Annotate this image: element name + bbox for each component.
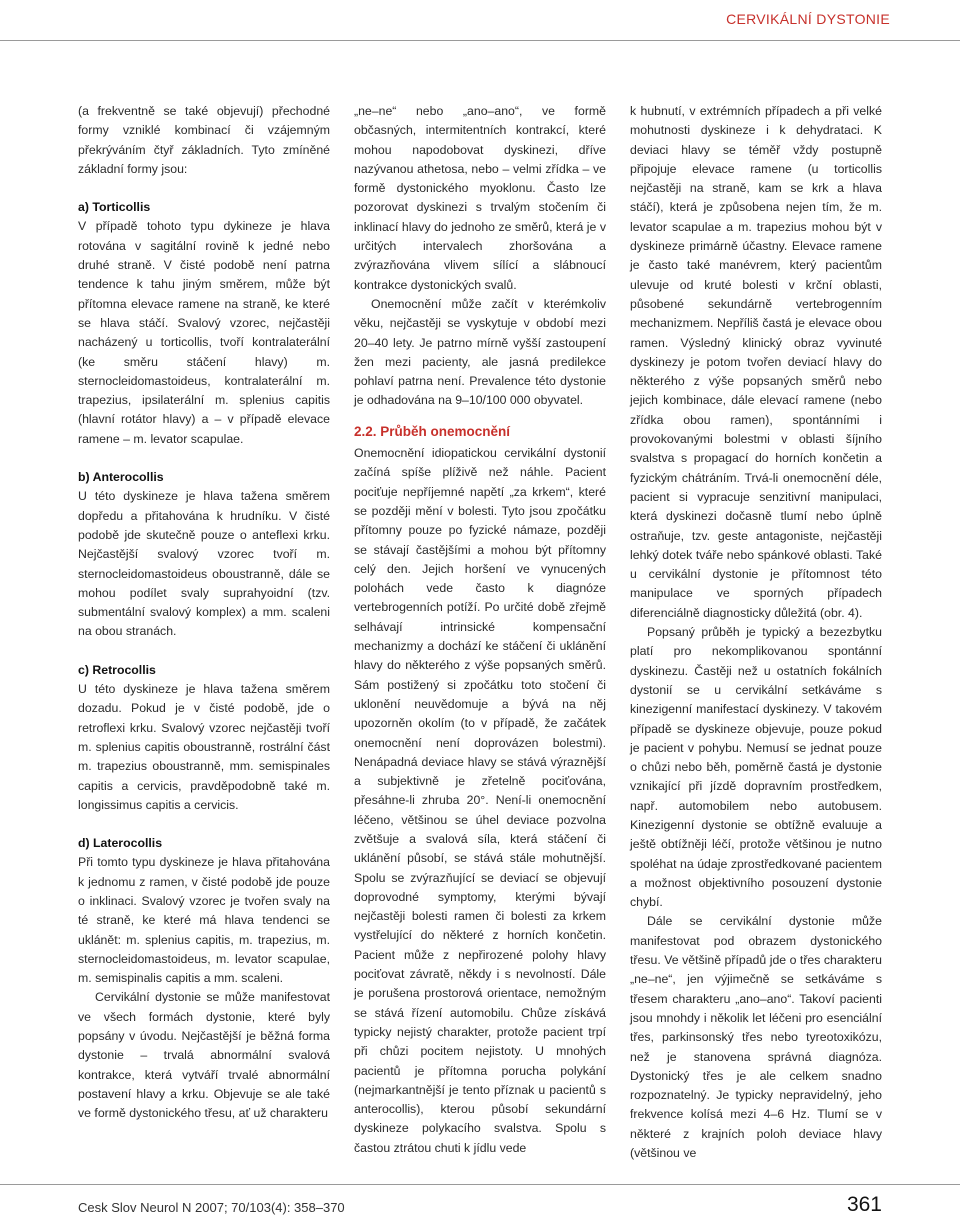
- subheading-laterocollis: d) Laterocollis: [78, 836, 163, 851]
- journal-citation: Cesk Slov Neurol N 2007; 70/103(4): 358–370: [78, 1200, 345, 1215]
- paragraph-retrocollis: U této dyskineze je hlava tažena směrem dozadu. Pokud je v čisté podobě, jde o retroflexi krku. Svalový vzorec nejčastěji tvoří m. splenius capitis oboustranně, rostrální část m. trapezius oboustranně, mm. semispinales capitis a cervicis, pravděpodobně také m. longissimus capitis a cervicis.: [78, 682, 330, 812]
- paragraph-epidemiology: Onemocnění může začít v kterémkoliv věku, nejčastěji se vyskytuje v období mezi 20–40 lety. Je patrno mírně vyšší zastoupení žen mezi pacienty, ale jasná predilekce pohlaví patrna není. Prevalence této dystonie je odhadována na 9–10/100 000 obyvatel.: [354, 296, 606, 408]
- paragraph-manifestation: Cervikální dystonie se může manifestovat ve všech formách dystonie, které byly popsány v úvodu. Nejčastější je běžná forma dystonie – trvalá abnormální svalová kontrakce, která vytváří trvalé abnormální postavení hlavy a krku. Objevuje se ale také ve formě dystonického třesu, ať už charakteru: [78, 990, 330, 1121]
- paragraph-torticollis: V případě tohoto typu dykineze je hlava rotována v sagitální rovině k jedné nebo druhé straně. V čisté podobě není patrna tendence k tahu jiným směrem, může být přítomna elevace ramene na straně, ke které se hlava stáčí. Svalový vzorec, nejčastěji nacházený u torticollis, tvoří kontralaterální (ke směru stáčení hlavy) m. sternocleidomastoideus, kontralaterální m. trapezius, ipsilaterální m. splenius capitis (hlavní rotátor hlavy) a – v případě elevace ramene – m. levator scapulae.: [78, 219, 330, 446]
- text-column-3: [630, 102, 882, 1163]
- section-heading-course: 2.2. Průběh onemocnění: [354, 423, 511, 439]
- subheading-retrocollis: c) Retrocollis: [78, 662, 156, 677]
- paragraph-tremor-forms: „ne–ne“ nebo „ano–ano“, ve formě občasných, intermitentních kontrakcí, které mohou napodobovat dyskinezi, dříve nazývanou athetosa, nebo – velmi zřídka – ve formě dystonického myoklonu. Často lze pozorovat dyskinezi s trvalým stočením či inklinací hlavy do jednoho ze směrů, která je v určitých intervalech zhoršována a zvýrazňována vlivem sílící a slábnoucí kontrakce dystonických svalů.: [354, 104, 606, 292]
- paragraph-dystonic-tremor: Dále se cervikální dystonie může manifestovat pod obrazem dystonického třesu. Ve většině případů jde o třes charakteru „ne–ne“, jen výjimečně se setkáváme s třesem charakteru „ano–ano“. Takoví pacienti jsou mnohdy i několik let léčeni pro esenciální třes, parkinsonský třes nebo tyreotoxikózu, než je stanovena správná diagnóza. Dystonický třes je ale celkem snadno rozpoznatelný. Je typicky nepravidelný, jeho frekvence kolísá mezi 4–6 Hz. Tlumí se v některé z krajních poloh deviace hlavy (většinou ve: [630, 914, 882, 1161]
- text-column-2: [354, 102, 606, 1158]
- footer-rule: [0, 1184, 960, 1185]
- subheading-anterocollis: b) Anterocollis: [78, 470, 164, 485]
- page-number: 361: [846, 1193, 882, 1216]
- paragraph-disease-course: Onemocnění idiopatickou cervikální dystonií začíná spíše plíživě než náhle. Pacient pociťuje nepříjemné napětí „za krkem“, které se později mění v bolesti. Tyto jsou zpočátku přítomny pouze po fyzické námaze, později se stávají častějšími a mohou být přítomny celý den. Jejich horšení ve vynucených polohách vede často k diagnóze vertebrogenních potíží. Po určité době zřejmě selhávají intrinsické kompensační mechanizmy a dochází ke stáčení či uklánění hlavy do některého z výše popsaných směrů. Sám postižený si zpočátku toto stočení či uklonění neuvědomuje a bývá na něj upozorněn okolím (to v případě, že začátek onemocnění není doprovázen bolestmi). Nenápadná deviace hlavy se stává výraznější a subjektivně je zřetelně pociťována, přesáhne-li zhruba 20°. Není-li onemocnění léčeno, většinou se úhel deviace pozvolna zvětšuje a svalová síla, která stáčení či uklánění působí, se stává stále mohutnější. Spolu se zvýrazňující se deviací se objevují doprovodné symptomy, kterými bývají nejčastěji bolesti ramen či bolesti za krkem vystřelující do některé z horních končetin. Pacient může z nepřirozené polohy hlavy pociťovat závratě, někdy i s nevolností. Dále je porušena prostorová orientace, nemožným se stává řízení automobilu. Chůze získává typicky nejistý charakter, protože pacient trpí při chůzi pocitem nejistoty. U mnohých pacientů je přítomna porucha polykání (nejmarkantnější je tento příznak u pacientů s anterocollis), kterou působí sekundární dyskineze polykacího svalstva. Spolu s častou ztrátou chuti k jídlu vede: [354, 446, 606, 1155]
- running-header-title: CERVIKÁLNÍ DYSTONIE: [726, 11, 890, 27]
- paragraph-anterocollis: U této dyskineze je hlava tažena směrem dopředu a přitahována k hrudníku. V čisté podobě jde skutečně pouze o anteflexi krku. Nejčastější svalový vzorec tvoří m. sternocleidomastoideus oboustranně, dále se mohou podílet svaly suprahyoidní (tzv. submentální svalový komplex) a mm. scaleni na obou stranách.: [78, 489, 330, 639]
- text-column-1: [78, 102, 330, 1124]
- paragraph-shoulder-elevation: k hubnutí, v extrémních případech a při velké mohutnosti dyskineze i k dehydrataci. K deviaci hlavy se téměř vždy postupně připojuje elevace ramene (u torticollis nejčastěji na straně, kam se krk a hlava stáčí), která je způsobena nejen tím, že m. levator scapulae a m. trapezius mohou být v dyskineze primárně účastny. Elevace ramene je často také manévrem, který pacientům ulevuje od kruté bolesti v krční oblasti, působené sekundárně vertebrogenním mechanizmem. Nepříliš častá je elevace obou ramen. Výsledný klinický obraz vyvinuté dyskinezy je potom tvořen deviací hlavy do některého z výše popsaných směrů nebo jejich kombinace, dále elevací ramene (nebo zřídka obou ramen), spontánními i provokovanými bolestmi v oblasti šíjního svalstva s propagací do horních končetin a fyzickým chátráním. Trvá-li onemocnění déle, pacient si vypracuje senzitivní manipulaci, která dyskinezi dočasně tlumí nebo úplně ostraňuje, tzv. geste antagoniste, nejčastěji lehký dotek tváře nebo spánkové oblasti. Také u cervikální dystonie je přítomnost této manipulace ve sporných případech diferenciálně diagnosticky důležitá (obr. 4).: [630, 104, 882, 620]
- subheading-torticollis: a) Torticollis: [78, 200, 151, 215]
- paragraph-laterocollis: Při tomto typu dyskineze je hlava přitahována k jednomu z ramen, v čisté podobě jde pouze o inklinaci. Svalový vzorec je tvořen svaly na té straně, ke které má hlava tendenci se uklánět: m. splenius capitis, m. trapezius, m. sternocleidomastoideus, m. levator scapulae, m. semispinalis capitis a mm. scaleni.: [78, 855, 330, 986]
- paragraph-kinesigenic: Popsaný průběh je typický a bezezbytku platí pro nekomplikovanou spontánní dyskinezu. Častěji než u ostatních fokálních dystonií se u cervikální setkáváme s kinezigenní manifestací dyskinezy. V takovém případě se dyskineze objevuje, pouze pokud je pacient v pohybu. Nemusí se jednat pouze o chůzi nebo běh, poměrně častá je dystonie vznikající při jízdě dopravním prostředkem, např. automobilem nebo autobusem. Kinezigenní dystonie se obtížně evaluuje a ještě obtížněji léčí, protože většinou je nutno spoléhat na údaje zprostředkované pacientem a možnost objektivního posouzení dystonie chybí.: [630, 625, 882, 910]
- intro-paragraph: (a frekventně se také objevují) přechodné formy vzniklé kombinací či vzájemným překrýváním čtyř základních. Tyto zmíněné základní formy jsou:: [78, 104, 330, 176]
